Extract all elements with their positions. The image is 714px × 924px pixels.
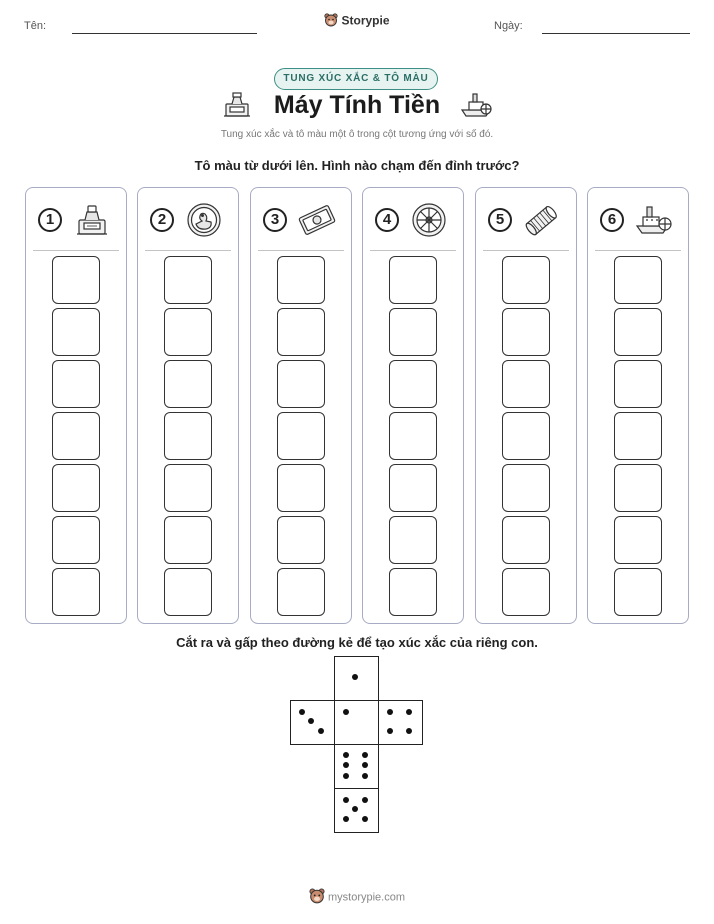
color-box[interactable]	[52, 464, 100, 512]
color-box[interactable]	[164, 516, 212, 564]
column-3	[250, 187, 352, 624]
color-box[interactable]	[52, 308, 100, 356]
color-box[interactable]	[277, 308, 325, 356]
dice-face-three	[290, 700, 335, 745]
color-box[interactable]	[502, 464, 550, 512]
color-box[interactable]	[389, 516, 437, 564]
color-box[interactable]	[502, 256, 550, 304]
color-box[interactable]	[277, 568, 325, 616]
color-box[interactable]	[277, 516, 325, 564]
color-box[interactable]	[52, 516, 100, 564]
color-box[interactable]	[164, 464, 212, 512]
color-box[interactable]	[164, 360, 212, 408]
coloring-instruction: Tô màu từ dưới lên. Hình nào chạm đến đỉnh trước?	[194, 158, 520, 173]
color-box[interactable]	[277, 412, 325, 460]
name-label: Tên:	[24, 20, 47, 32]
steamboat-icon	[634, 200, 674, 240]
color-box[interactable]	[389, 308, 437, 356]
color-box[interactable]	[277, 360, 325, 408]
column-number: 5	[488, 208, 512, 232]
color-box[interactable]	[502, 568, 550, 616]
dice-pip	[387, 709, 393, 715]
color-box[interactable]	[164, 568, 212, 616]
color-box[interactable]	[277, 256, 325, 304]
color-box[interactable]	[614, 464, 662, 512]
dice-pip	[343, 773, 349, 779]
column-4	[362, 187, 464, 624]
color-box[interactable]	[614, 256, 662, 304]
color-box[interactable]	[389, 360, 437, 408]
dice-pip	[362, 816, 368, 822]
color-box[interactable]	[502, 412, 550, 460]
column-2	[137, 187, 239, 624]
date-label: Ngày:	[494, 20, 523, 32]
brand-name: Storypie	[341, 13, 390, 28]
color-box[interactable]	[614, 568, 662, 616]
color-box[interactable]	[389, 464, 437, 512]
dice-pip	[343, 752, 349, 758]
color-box[interactable]	[164, 308, 212, 356]
banknote-icon	[297, 200, 337, 240]
bear-logo-icon	[324, 13, 338, 30]
dice-face-five	[334, 788, 379, 833]
column-number: 6	[600, 208, 624, 232]
color-box[interactable]	[502, 308, 550, 356]
column-number: 2	[150, 208, 174, 232]
dice-pip	[343, 816, 349, 822]
column-number: 4	[375, 208, 399, 232]
color-box[interactable]	[52, 360, 100, 408]
color-box[interactable]	[52, 412, 100, 460]
steamboat-title-icon	[460, 90, 494, 125]
color-box[interactable]	[502, 516, 550, 564]
column-divider	[258, 250, 344, 251]
color-box[interactable]	[614, 308, 662, 356]
color-box[interactable]	[614, 412, 662, 460]
dice-pip	[318, 728, 324, 734]
page-subtitle: Tung xúc xắc và tô màu một ô trong cột tương ứng với số đó.	[220, 129, 494, 140]
page-title: Máy Tính Tiền	[273, 91, 441, 119]
brand-logo	[0, 13, 714, 30]
color-box[interactable]	[164, 412, 212, 460]
dice-pip	[406, 728, 412, 734]
color-box[interactable]	[389, 568, 437, 616]
column-5	[475, 187, 577, 624]
dice-pip	[299, 709, 305, 715]
dice-pip	[343, 762, 349, 768]
dice-pip	[352, 806, 358, 812]
duck-coin-icon	[184, 200, 224, 240]
color-box[interactable]	[52, 256, 100, 304]
color-box[interactable]	[502, 360, 550, 408]
dice-face-one	[334, 700, 379, 745]
color-box[interactable]	[277, 464, 325, 512]
dice-face-four	[378, 700, 423, 745]
dice-pip	[362, 752, 368, 758]
column-number: 3	[263, 208, 287, 232]
wheel-icon	[409, 200, 449, 240]
column-divider	[145, 250, 231, 251]
column-6	[587, 187, 689, 624]
bear-logo-icon	[309, 888, 325, 907]
dice-pip	[308, 718, 314, 724]
dice-pip	[343, 797, 349, 803]
color-box[interactable]	[164, 256, 212, 304]
column-1	[25, 187, 127, 624]
color-box[interactable]	[614, 360, 662, 408]
dice-pip	[343, 709, 349, 715]
dice-face-one	[334, 656, 379, 701]
dice-pip	[362, 797, 368, 803]
cash-register-icon	[72, 200, 112, 240]
date-line	[542, 33, 690, 34]
footer	[0, 888, 714, 907]
column-divider	[483, 250, 569, 251]
coin-roll-icon	[522, 200, 562, 240]
color-box[interactable]	[389, 412, 437, 460]
dice-pip	[387, 728, 393, 734]
dice-pip	[406, 709, 412, 715]
column-number: 1	[38, 208, 62, 232]
color-box[interactable]	[614, 516, 662, 564]
cutout-instruction: Cắt ra và gấp theo đường kẻ để tạo xúc xắc của riêng con.	[176, 635, 538, 650]
footer-url[interactable]: mystorypie.com	[327, 891, 406, 904]
dice-pip	[362, 773, 368, 779]
name-line	[72, 33, 257, 34]
dice-face-six	[334, 744, 379, 789]
dice-pip	[352, 674, 358, 680]
column-divider	[33, 250, 119, 251]
column-divider	[370, 250, 456, 251]
activity-badge: TUNG XÚC XẮC & TÔ MÀU	[274, 68, 438, 90]
column-divider	[595, 250, 681, 251]
dice-pip	[362, 762, 368, 768]
color-box[interactable]	[389, 256, 437, 304]
color-box[interactable]	[52, 568, 100, 616]
